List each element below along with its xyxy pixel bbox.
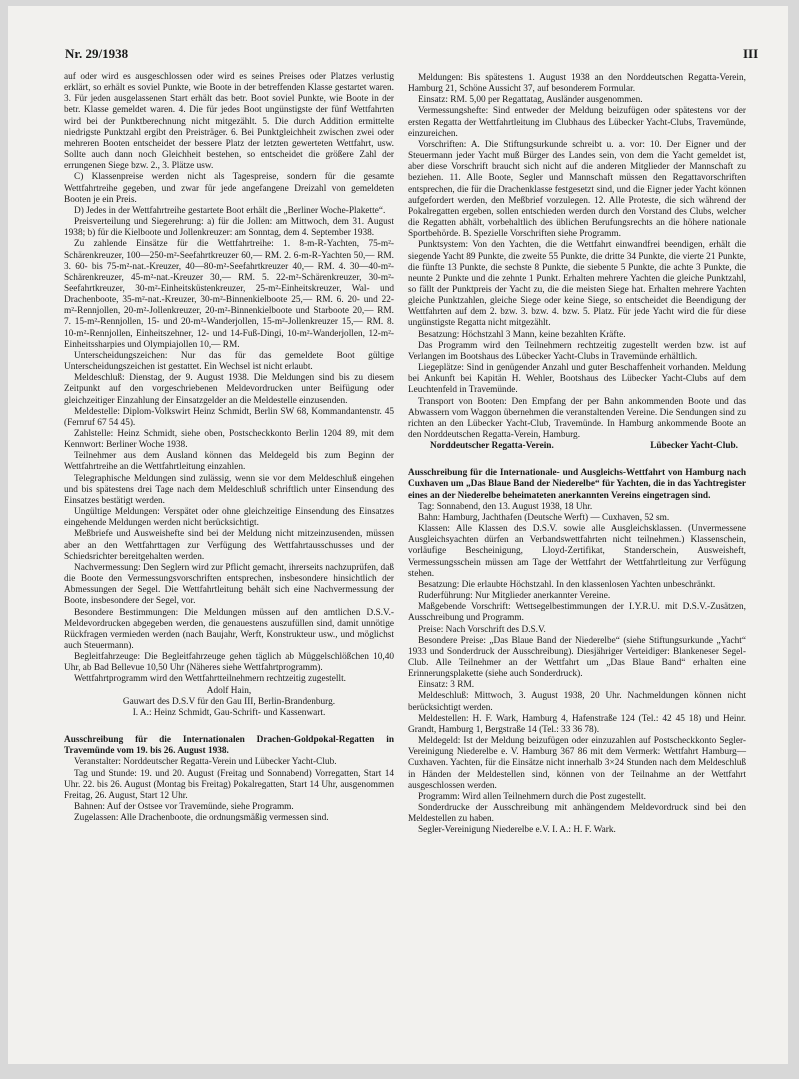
- paragraph: Bahnen: Auf der Ostsee vor Travemünde, siehe Programm.: [74, 802, 294, 812]
- paragraph: Meldestellen: H. F. Wark, Hamburg 4, Hafenstraße 124 (Tel.: 42 45 18) und Heinr. Grandt, Hamburg 1, Bergstraße 14 (Tel.: 33 36 78).: [408, 713, 746, 735]
- left-column: [64, 72, 394, 824]
- paragraph: Wettfahrtprogramm wird den Wettfahrtteilnehmern rechtzeitig zugestellt.: [74, 674, 346, 685]
- paragraph: Meldegeld: Ist der Meldung beizufügen oder einzuzahlen auf Postscheckkonto Segler-Vereinigung Niederelbe e. V. Hamburg 367 86 mit dem Vermerk: Wettfahrt Hamburg—Cuxhaven. Yachten, für die Einsätze nicht innerhalb 3×24 Stunden nach dem Meldeschluß in Händen der Meldestellen sind, können von der Teilnahme an der Wettfahrt ausgeschlossen werden.: [408, 736, 746, 791]
- paragraph: Zugelassen: Alle Drachenboote, die ordnungsmäßig vermessen sind.: [74, 813, 329, 824]
- paragraph: Preise: Nach Vorschrift des D.S.V.: [418, 624, 546, 635]
- paragraph: Klassen: Alle Klassen des D.S.V. sowie alle Ausgleichsklassen. (Unvermessene Ausgleichsyachten dürfen an Verbandswettfahrten nicht teilnehmen.) Klassenschein, vorläufige Bescheinigung, Lloyd-Zertifikat, Standerschein, Ausweisheft, Vermessungsschein müssen am Tage der Wettfahrt der Wettfahrtleitung zur Verfügung stehen.: [408, 524, 746, 579]
- section-title: Ausschreibung für die Internationale- und Ausgleichs-Wettfahrt von Hamburg nach Cuxhaven um „Das Blaue Band der Niederelbe“ für Yachten, die in das Yachtregister eines an der Niederelbe beheimateten anerkannten Vereins eingetragen sind.: [408, 468, 746, 501]
- paragraph: Bahn: Hamburg, Jachthafen (Deutsche Werft) — Cuxhaven, 52 sm.: [418, 512, 670, 523]
- paragraph: Meldungen: Bis spätestens 1. August 1938 an den Norddeutschen Regatta-Verein, Hamburg 21, Schöne Aussicht 37, auf besonderem Formular.: [408, 73, 746, 95]
- paragraph: Nachvermessung: Den Seglern wird zur Pflicht gemacht, ihrerseits nachzuprüfen, daß die Boote den Vermessungsvorschriften entsprechen, insbesondere hinsichtlich der Abmessungen der Segel. Die Wettfahrtleitung behält sich eine Nachvermessung der Boote, insbesondere der Segel, vor.: [64, 562, 394, 607]
- paragraph: Segler-Vereinigung Niederelbe e.V. I. A.: H. F. Wark.: [418, 825, 616, 836]
- paragraph: Sonderdrucke der Ausschreibung mit anhängendem Meldevordruck sind bei den Meldestellen zu haben.: [408, 803, 746, 825]
- page-number: III: [743, 46, 759, 61]
- document-page: [8, 6, 788, 1064]
- paragraph: Meldeschluß: Dienstag, der 9. August 1938. Die Meldungen sind bis zu diesem Zeitpunkt auf den vorgeschriebenen Meldevordrucken unter Beifügung oder gleichzeitiger Einzahlung der Einsatzgelder an die Meldestelle einzusenden.: [64, 373, 394, 406]
- paragraph: Gauwart des D.S.V für den Gau III, Berlin-Brandenburg.: [122, 696, 336, 707]
- paragraph: Transport von Booten: Den Empfang der per Bahn ankommenden Boote und das Abwassern vom Waggon übernehmen die veranstaltenden Vereine. Die Sendungen sind zu richten an den Lübecker Yacht-Club, Travemünde. In Hamburg ankommende Boote an den Norddeutschen Regatta-Verein, Hamburg.: [408, 396, 746, 440]
- paragraph: I. A.: Heinz Schmidt, Gau-Schrift- und Kassenwart.: [132, 707, 326, 718]
- paragraph: Besondere Bestimmungen: Die Meldungen müssen auf den amtlichen D.S.V.-Meldevordrucken abgegeben werden, die genauestens auszufüllen sind, damit unnötige Rückfragen vermieden werden (nach Baujahr, Werft, Konstrukteur usw., und möglichst auch Steuermann).: [64, 607, 394, 651]
- paragraph: Programm: Wird allen Teilnehmern durch die Post zugestellt.: [418, 791, 646, 802]
- paragraph: Einsatz: RM. 5,00 per Regattatag, Ausländer ausgenommen.: [418, 95, 643, 106]
- paragraph: Einsatz: 3 RM.: [418, 680, 475, 691]
- signature-left: Norddeutscher Regatta-Verein.: [430, 441, 554, 452]
- paragraph: Besatzung: Höchstzahl 3 Mann, keine bezahlten Kräfte.: [418, 329, 626, 340]
- section-gap: [408, 452, 746, 462]
- paragraph: Vorschriften: A. Die Stiftungsurkunde schreibt u. a. vor: 10. Der Eigner und der Steuermann jeder Yacht muß Bürger des Landes sein, von dem die Yacht gemeldet ist, aber diese Vorschrift braucht sich nicht auf die anderen Mitglieder der Mannschaft zu beziehen. 11. Alle Boote, Segler und Mannschaft müssen den Regattavorschriften entsprechen, die für die Drachenklasse festgesetzt sind, und die Eigner jeder Yacht können aufgefordert werden, den Meßbrief vorzulegen. 12. Alle Proteste, die sich während der Pokalregatten ergeben, sollen entschieden werden durch den Vorstand des Clubs, welcher die Regatten abhält, vorbehaltlich des üblichen Berufungsrechts an die höhere nationale Sportbehörde. B. Spezielle Vorschriften siehe Programm.: [408, 139, 746, 240]
- paragraph: Das Programm wird den Teilnehmern rechtzeitig zugestellt werden bzw. ist auf Verlangen im Bootshaus des Lübecker Yacht-Clubs in Travemünde erhältlich.: [408, 340, 746, 362]
- paragraph: C) Klassenpreise werden nicht als Tagespreise, sondern für die gesamte Wettfahrtreihe gegeben, und zwar für jede angefangene Dreizahl von gemeldeten Booten je ein Preis.: [64, 172, 394, 205]
- paragraph: Veranstalter: Norddeutscher Regatta-Verein und Lübecker Yacht-Club.: [74, 757, 337, 768]
- paragraph: Besatzung: Die erlaubte Höchstzahl. In den klassenlosen Yachten unbeschränkt.: [418, 579, 716, 590]
- paragraph: Meßbriefe und Ausweishefte sind bei der Meldung nicht mitzeinzusenden, müssen aber an den Wettfahrttagen zur Verfügung des Wettfahrtausschusses und der Schiedsrichter bereitgehalten werden.: [64, 529, 394, 562]
- signature-row: [408, 441, 746, 452]
- section-gap: [64, 719, 394, 729]
- paragraph: Zu zahlende Einsätze für die Wettfahrtreihe: 1. 8-m-R-Yachten, 75-m²-Schärenkreuzer, 100—250-m²-Seefahrtkreuzer 60,— RM. 2. 6-m-R-Yachten 50,— RM. 3. 60- bis 75-m²-nat.-Kreuzer, 40—80-m²-Seefahrtkreuzer 40,— RM. 4. 30—40-m²-Schärenkreuzer, 45-m²-nat.-Kreuzer 30,— RM. 5. 22-m²-Schärenkreuzer, 30-m²-Seefahrtkreuzer, 30-m²-Einheitsküstenkreuzer, 25-m²-Einheitskreuzer, Wal- und Drachenboote, 35-m²-nat.-Kreuzer, 30-m²-Binnenkielboote 25,— RM. 6. 20- und 22-m²-Rennjollen, 20-m²-Jollenkreuzer, 20-m²-Binnenkielboote und Starboote 20,— RM. 7. 15-m²-Rennjollen, 15- und 20-m²-Wanderjollen, 15-m²-Jollenkreuzer 15,— RM. 8. 10-m²-Rennjollen, Einheitszehner, 12- und 14-Fuß-Dingi, 10-m²-Wanderjollen, 12-m²-Einheitssharpies und Olympiajollen 10,— RM.: [64, 239, 394, 350]
- paragraph: D) Jedes in der Wettfahrtreihe gestartete Boot erhält die „Berliner Woche-Plakette“.: [74, 205, 386, 216]
- paragraph: Zahlstelle: Heinz Schmidt, siehe oben, Postscheckkonto Berlin 1204 89, mit dem Kennwort: Berliner Woche 1938.: [64, 429, 394, 451]
- paragraph: Unterscheidungszeichen: Nur das für das gemeldete Boot gültige Unterscheidungszeichen ist gestattet. Ein Wechsel ist nicht erlaubt.: [64, 350, 394, 373]
- paragraph: Ruderführung: Nur Mitglieder anerkannter Vereine.: [418, 591, 611, 602]
- paragraph: Meldestelle: Diplom-Volkswirt Heinz Schmidt, Berlin SW 68, Kommandantenstr. 45 (Fernruf 67 54 45).: [64, 406, 394, 428]
- paragraph: Besondere Preise: „Das Blaue Band der Niederelbe“ (siehe Stiftungsurkunde „Yacht“ 1933 und Sonderdruck der Ausschreibung). Diesjähriger Verteidiger: Blankeneser Segel-Club. Alle Teilnehmer an der Wettfahrt um „Das Blaue Band“ erhalten eine Erinnerungsplakette (siehe auch Sonderdruck).: [408, 635, 746, 680]
- issue-number: Nr. 29/1938: [65, 46, 129, 61]
- paragraph: Teilnehmer aus dem Ausland können das Meldegeld bis zum Beginn der Wettfahrtreihe an die Wettfahrtleitung einzahlen.: [64, 451, 394, 473]
- paragraph: Adolf Hain,: [206, 685, 252, 696]
- signature-right: Lübecker Yacht-Club.: [650, 441, 738, 452]
- section-title: Ausschreibung für die Internationalen Drachen-Goldpokal-Regatten in Travemünde vom 19. bis 26. August 1938.: [64, 735, 394, 757]
- paragraph: Ungültige Meldungen: Verspätet oder ohne gleichzeitige Einsendung des Einsatzes eingehende Meldungen werden nicht berücksichtigt.: [64, 507, 394, 529]
- paragraph: Liegeplätze: Sind in genügender Anzahl und guter Beschaffenheit vorhanden. Meldung bei Ankunft bei Kapitän H. Wehler, Bootshaus des Lübecker Yacht-Clubs auf dem Leuchtenfeld in Travemünde.: [408, 363, 746, 396]
- paragraph: Punktsystem: Von den Yachten, die die Wettfahrt einwandfrei beendigen, erhält die siegende Yacht 89 Punkte, die zweite 55 Punkte, die dritte 34 Punkte, die vierte 21 Punkte, die fünfte 13 Punkte, die sechste 8 Punkte, die siebente 5 Punkte, die achte 3 Punkte, die neunte 2 Punkte und die zehnte 1 Punkt. Erhalten mehrere Yachten die gleiche Punktzahl, so fällt der Punktpreis der Yacht zu, die die meisten Siege hat. Erhalten mehrere Yachten gleiche Punktzahlen, gleiche Siege oder keine Siege, so entscheidet die Beendigung der Wettfahrten auf dem 2. bzw. 3. bzw. 4. bzw. 5. Platz. Für jede Yacht wird die für diese ungünstigste Regatta nicht mitgezählt.: [408, 240, 746, 329]
- paragraph: Vermessungshefte: Sind entweder der Meldung beizufügen oder spätestens vor der ersten Regatta der Wettfahrtleitung im Clubhaus des Lübecker Yacht-Clubs, Travemünde, einzureichen.: [408, 106, 746, 139]
- paragraph: Maßgebende Vorschrift: Wettsegelbestimmungen der I.Y.R.U. mit D.S.V.-Zusätzen, Ausschreibung und Programm.: [408, 602, 746, 624]
- right-column: [408, 73, 746, 836]
- paragraph: Meldeschluß: Mittwoch, 3. August 1938, 20 Uhr. Nachmeldungen können nicht berücksichtigt werden.: [408, 691, 746, 713]
- paragraph: Preisverteilung und Siegerehrung: a) für die Jollen: am Mittwoch, dem 31. August 1938; b) für die Kielboote und Jollenkreuzer: am Sonntag, dem 4. September 1938.: [64, 217, 394, 239]
- paragraph: Telegraphische Meldungen sind zulässig, wenn sie vor dem Meldeschluß eingehen und bis spätestens drei Tage nach dem Meldeschluß schriftlich unter Einsendung des Einsatzes bestätigt werden.: [64, 473, 394, 506]
- paragraph: Tag: Sonnabend, den 13. August 1938, 18 Uhr.: [418, 501, 593, 512]
- paragraph: auf oder wird es ausgeschlossen oder wird es seines Preises oder Platzes verlustig erklärt, so erhält es soviel Punkte, wie Boote in der betreffenden Klasse gestartet waren. 3. Für jeden ausgelassenen Start erhält das betr. Boot soviel Punkte, wie Boote in der betr. Klasse gemeldet waren. 4. Die für jedes Boot ungünstigste der fünf Wettfahrten wird bei der Punktberechnung nicht mitgezählt. 5. Die durch Addition ermittelte niedrigste Punktzahl ergibt den Preisträger. 6. Bei Punktgleichheit zwischen zwei oder mehreren Booten entscheidet der bessere Platz der letzten gewerteten Wettfahrt, usw. Sollte auch dann noch Gleichheit bestehen, so entscheidet die größere Zahl der errungenen Siege bzw. 2., 3. Plätze usw.: [64, 72, 394, 172]
- paragraph: Tag und Stunde: 19. und 20. August (Freitag und Sonnabend) Vorregatten, Start 14 Uhr. 22. bis 26. August (Montag bis Freitag) Pokalregatten, Start 14 Uhr, ausgenommen Freitag, 26. August, Start 12 Uhr.: [64, 768, 394, 801]
- paragraph: Begleitfahrzeuge: Die Begleitfahrzeuge gehen täglich ab Müggelschlößchen 10,40 Uhr, ab Bad Bellevue 10,50 Uhr (Näheres siehe Wettfahrtprogramm).: [64, 652, 394, 674]
